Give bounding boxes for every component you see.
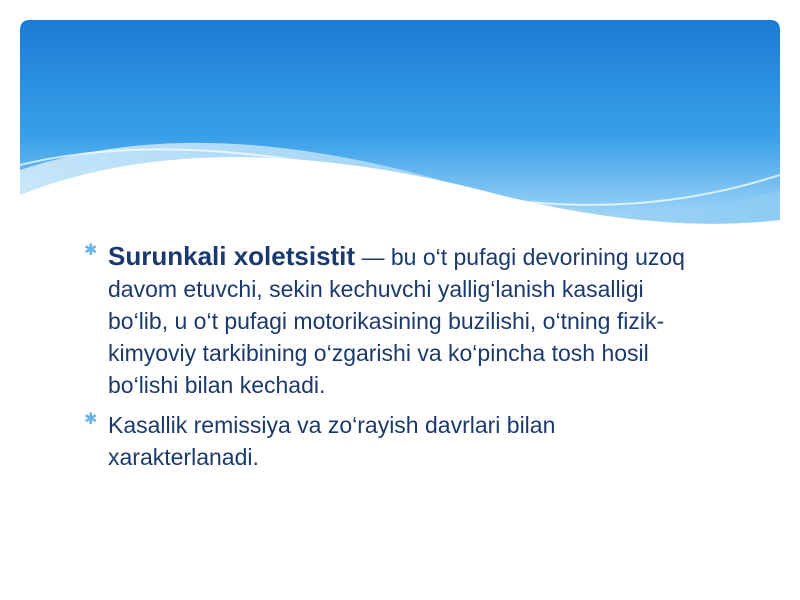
bullet-list (84, 240, 704, 473)
definition-term: Surunkali xoletsistit (108, 241, 356, 271)
bullet-item (84, 240, 704, 401)
bullet-text: Kasallik remissiya va zo‘rayish davrlari bilan xarakterlanadi. (108, 412, 556, 470)
slide-body (84, 240, 704, 481)
asterisk-bullet-icon: ✱ (84, 409, 98, 428)
wave-graphic (20, 20, 780, 235)
bullet-item (84, 409, 704, 473)
header-wave-banner (20, 20, 780, 235)
asterisk-bullet-icon: ✱ (84, 240, 98, 259)
definition-text: — bu o‘t pufagi devorining uzoq davom etuvchi, sekin kechuvchi yallig‘lanish kasalligi bo‘lib, u o‘t pufagi motorikasining buzilishi, o‘tning fizik-kimyoviy tarkibining o‘zgarishi va ko‘pincha tosh hosil bo‘lishi bilan kechadi. (108, 244, 685, 398)
